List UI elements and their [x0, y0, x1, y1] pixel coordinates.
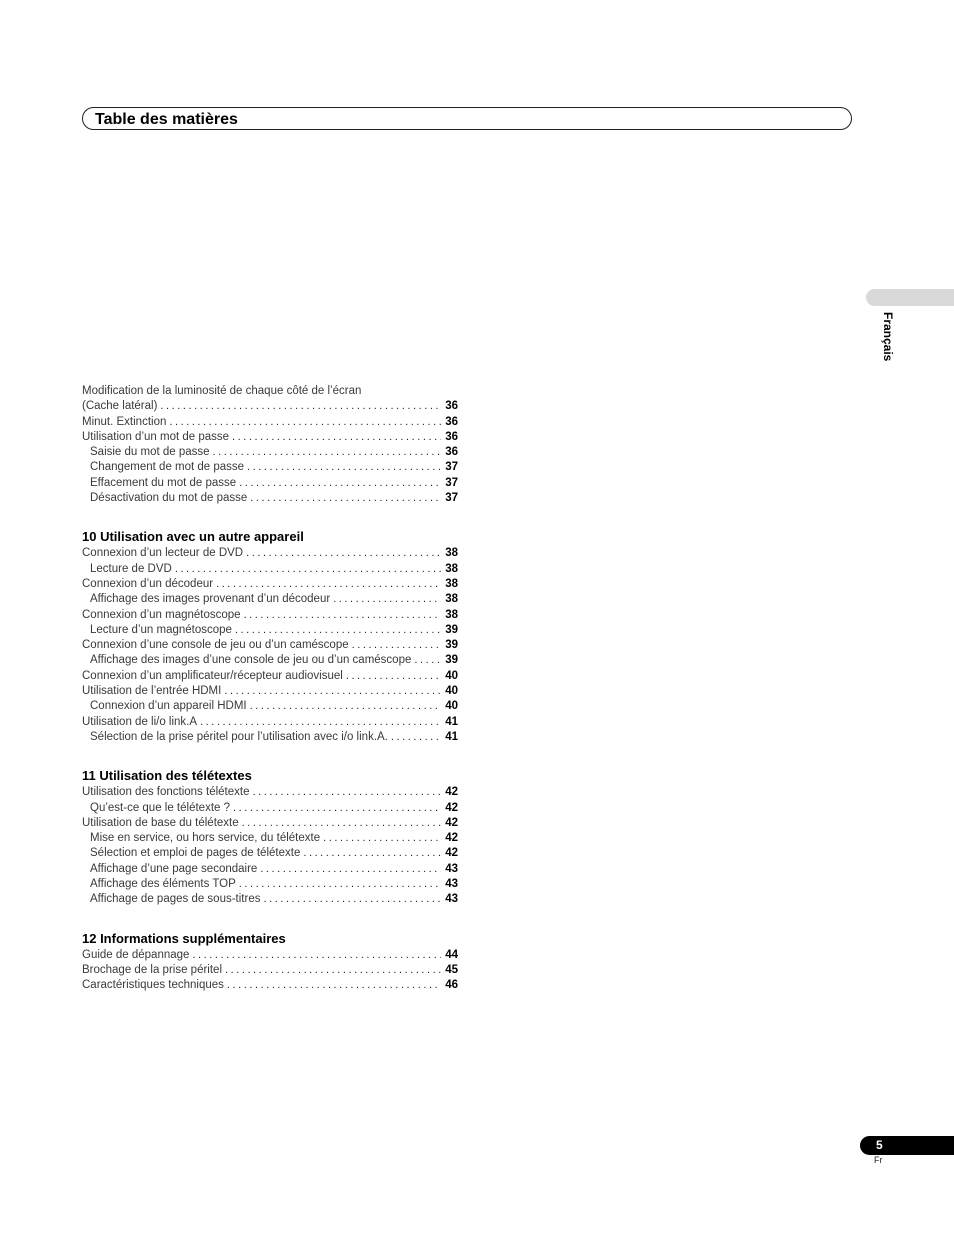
- dot-leader: [235, 623, 441, 638]
- toc-entry: [82, 948, 458, 963]
- toc-page-number: 40: [445, 700, 458, 713]
- toc-intro-section: [82, 384, 458, 506]
- toc-entry: [82, 715, 458, 730]
- toc-entry-label: Affichage de pages de sous-titres: [90, 893, 261, 906]
- toc-page-number: 37: [445, 492, 458, 505]
- dot-leader: [391, 730, 441, 745]
- toc-subentry: [82, 846, 458, 861]
- dot-leader: [224, 684, 441, 699]
- toc-section-entries: [82, 546, 458, 745]
- toc-entry-label: Utilisation de l’entrée HDMI: [82, 685, 222, 698]
- toc-entry: [82, 638, 458, 653]
- toc-page-number: 37: [445, 461, 458, 474]
- toc-page-number: 40: [445, 685, 458, 698]
- toc-page-number: 46: [445, 979, 458, 992]
- toc-subentry: [82, 877, 458, 892]
- toc-subentry: [82, 831, 458, 846]
- toc-page-number: 39: [445, 654, 458, 667]
- dot-leader: [247, 460, 441, 475]
- toc-entry-label: Changement de mot de passe: [90, 461, 245, 474]
- toc-entry-label: Qu’est-ce que le télétexte ?: [90, 801, 230, 814]
- toc-entry: [82, 546, 458, 561]
- dot-leader: [216, 577, 441, 592]
- toc-page-number: 39: [445, 623, 458, 636]
- toc-page-number: 36: [445, 446, 458, 459]
- dot-leader: [263, 892, 441, 907]
- dot-leader: [250, 491, 441, 506]
- dot-leader: [232, 430, 441, 445]
- toc-entry: [82, 399, 458, 414]
- toc-section: [82, 528, 458, 745]
- dot-leader: [246, 546, 441, 561]
- section-heading: 12 Informations supplémentaires: [82, 930, 286, 946]
- dot-leader: [213, 445, 442, 460]
- toc-entry-label: Caractéristiques techniques: [82, 979, 224, 992]
- dot-leader: [346, 669, 441, 684]
- dot-leader: [250, 699, 442, 714]
- page-title: Table des matières: [95, 111, 238, 128]
- toc-page-number: 39: [445, 639, 458, 652]
- toc-entry-label: Désactivation du mot de passe: [90, 492, 248, 505]
- toc-subentry: [82, 699, 458, 714]
- toc-subentry: [82, 476, 458, 491]
- toc-page-number: 42: [445, 786, 458, 799]
- toc-entry-label: Mise en service, ou hors service, du télétexte: [90, 832, 321, 845]
- toc-page-number: 36: [445, 415, 458, 428]
- toc-entry-label: Lecture d’un magnétoscope: [90, 623, 232, 636]
- toc-page-number: 38: [445, 547, 458, 560]
- toc-page-number: 42: [445, 847, 458, 860]
- toc-entry-label: (Cache latéral): [82, 400, 158, 413]
- toc-subentry: [82, 892, 458, 907]
- toc-subentry: [82, 801, 458, 816]
- section-heading: 10 Utilisation avec un autre appareil: [82, 529, 304, 545]
- dot-leader: [252, 785, 441, 800]
- dot-leader: [260, 862, 441, 877]
- toc-entry: [82, 577, 458, 592]
- dot-leader: [239, 476, 441, 491]
- toc-page-number: 40: [445, 669, 458, 682]
- dot-leader: [192, 948, 441, 963]
- toc-entry-label: Minut. Extinction: [82, 415, 167, 428]
- toc-intro-entries: [82, 399, 458, 506]
- toc-page-number: 42: [445, 816, 458, 829]
- toc-subentry: [82, 491, 458, 506]
- dot-leader: [414, 653, 441, 668]
- toc-entry-label: Brochage de la prise péritel: [82, 963, 222, 976]
- dot-leader: [333, 592, 441, 607]
- toc-entry-label: Saisie du mot de passe: [90, 446, 210, 459]
- toc-subentry: [82, 445, 458, 460]
- toc-subentry: [82, 862, 458, 877]
- toc-subentry: [82, 460, 458, 475]
- toc-page-number: 43: [445, 878, 458, 891]
- toc-page-number: 41: [445, 715, 458, 728]
- dot-leader: [233, 801, 441, 816]
- toc-section-entries: [82, 785, 458, 907]
- toc-entry-label: Affichage des images d’une console de jeu ou d’un caméscope: [90, 654, 412, 667]
- toc-page-number: 36: [445, 430, 458, 443]
- toc-entry-label: Utilisation des fonctions télétexte: [82, 786, 250, 799]
- toc-subentry: [82, 562, 458, 577]
- toc-entry: [82, 816, 458, 831]
- dot-leader: [303, 846, 441, 861]
- toc-entry: [82, 608, 458, 623]
- toc-section: [82, 767, 458, 907]
- dot-leader: [200, 715, 441, 730]
- dot-leader: [242, 816, 442, 831]
- dot-leader: [160, 399, 441, 414]
- toc-subentry: [82, 623, 458, 638]
- toc-page-number: 42: [445, 832, 458, 845]
- dot-leader: [175, 562, 441, 577]
- toc-page-number: 38: [445, 562, 458, 575]
- toc-page-number: 44: [445, 948, 458, 961]
- dot-leader: [244, 608, 442, 623]
- dot-leader: [227, 978, 441, 993]
- toc-entry-label: Effacement du mot de passe: [90, 476, 237, 489]
- toc-entry-label: Utilisation de base du télétexte: [82, 816, 239, 829]
- language-tab: [866, 289, 954, 306]
- toc-entry: [82, 669, 458, 684]
- toc-entry: [82, 978, 458, 993]
- toc-entry: [82, 963, 458, 978]
- toc-entry-label: Connexion d’un décodeur: [82, 577, 214, 590]
- toc-entry-label: Connexion d’un appareil HDMI: [90, 700, 247, 713]
- toc-subentry: [82, 592, 458, 607]
- toc-entry-label: Connexion d’un amplificateur/récepteur audiovisuel: [82, 669, 343, 682]
- toc-entry-label: Lecture de DVD: [90, 562, 172, 575]
- toc-entry-label: Utilisation d’un mot de passe: [82, 430, 230, 443]
- toc-page-number: 43: [445, 862, 458, 875]
- toc-entry-label: Affichage des éléments TOP: [90, 878, 236, 891]
- toc-page-number: 41: [445, 730, 458, 743]
- dot-leader: [352, 638, 442, 653]
- toc-entry-label: Guide de dépannage: [82, 948, 190, 961]
- toc-page-number: 38: [445, 577, 458, 590]
- page-number: 5: [876, 1138, 883, 1152]
- toc-subentry: [82, 730, 458, 745]
- toc-page-number: 45: [445, 963, 458, 976]
- toc-section-entries: [82, 948, 458, 994]
- toc-entry-label: Connexion d’un magnétoscope: [82, 608, 241, 621]
- section-heading: 11 Utilisation des télétextes: [82, 768, 252, 784]
- language-label: Français: [881, 312, 895, 362]
- toc-page-number: 42: [445, 801, 458, 814]
- dot-leader: [239, 877, 441, 892]
- toc-page-number: 43: [445, 893, 458, 906]
- toc-page-number: 38: [445, 593, 458, 606]
- toc-page-number: 38: [445, 608, 458, 621]
- toc-subentry: [82, 653, 458, 668]
- toc-entry: [82, 785, 458, 800]
- dot-leader: [225, 963, 441, 978]
- toc-page-number: 37: [445, 476, 458, 489]
- page-language-code: Fr: [874, 1155, 883, 1165]
- toc-entry: [82, 684, 458, 699]
- toc-entry-label: Sélection de la prise péritel pour l’utilisation avec i/o link.A.: [90, 730, 388, 743]
- dot-leader: [169, 415, 441, 430]
- toc-entry-label: Modification de la luminosité de chaque côté de l’écran: [82, 385, 362, 397]
- toc-section: [82, 930, 458, 994]
- toc-entry-label: Connexion d’une console de jeu ou d’un caméscope: [82, 639, 349, 652]
- toc-entry-label: Utilisation de li/o link.A: [82, 715, 198, 728]
- dot-leader: [323, 831, 441, 846]
- page-title-bar: [82, 107, 852, 130]
- toc-entry: [82, 430, 458, 445]
- toc-entry-label: Sélection et emploi de pages de télétexte: [90, 847, 301, 860]
- toc-page-number: 36: [445, 400, 458, 413]
- toc-entry-label: Affichage d’une page secondaire: [90, 862, 258, 875]
- page-number-tab: [860, 1136, 954, 1155]
- toc-entry-label: Connexion d’un lecteur de DVD: [82, 547, 244, 560]
- toc-entry: [82, 415, 458, 430]
- table-of-contents: [82, 384, 458, 1016]
- toc-entry-label: Affichage des images provenant d’un décodeur: [90, 593, 331, 606]
